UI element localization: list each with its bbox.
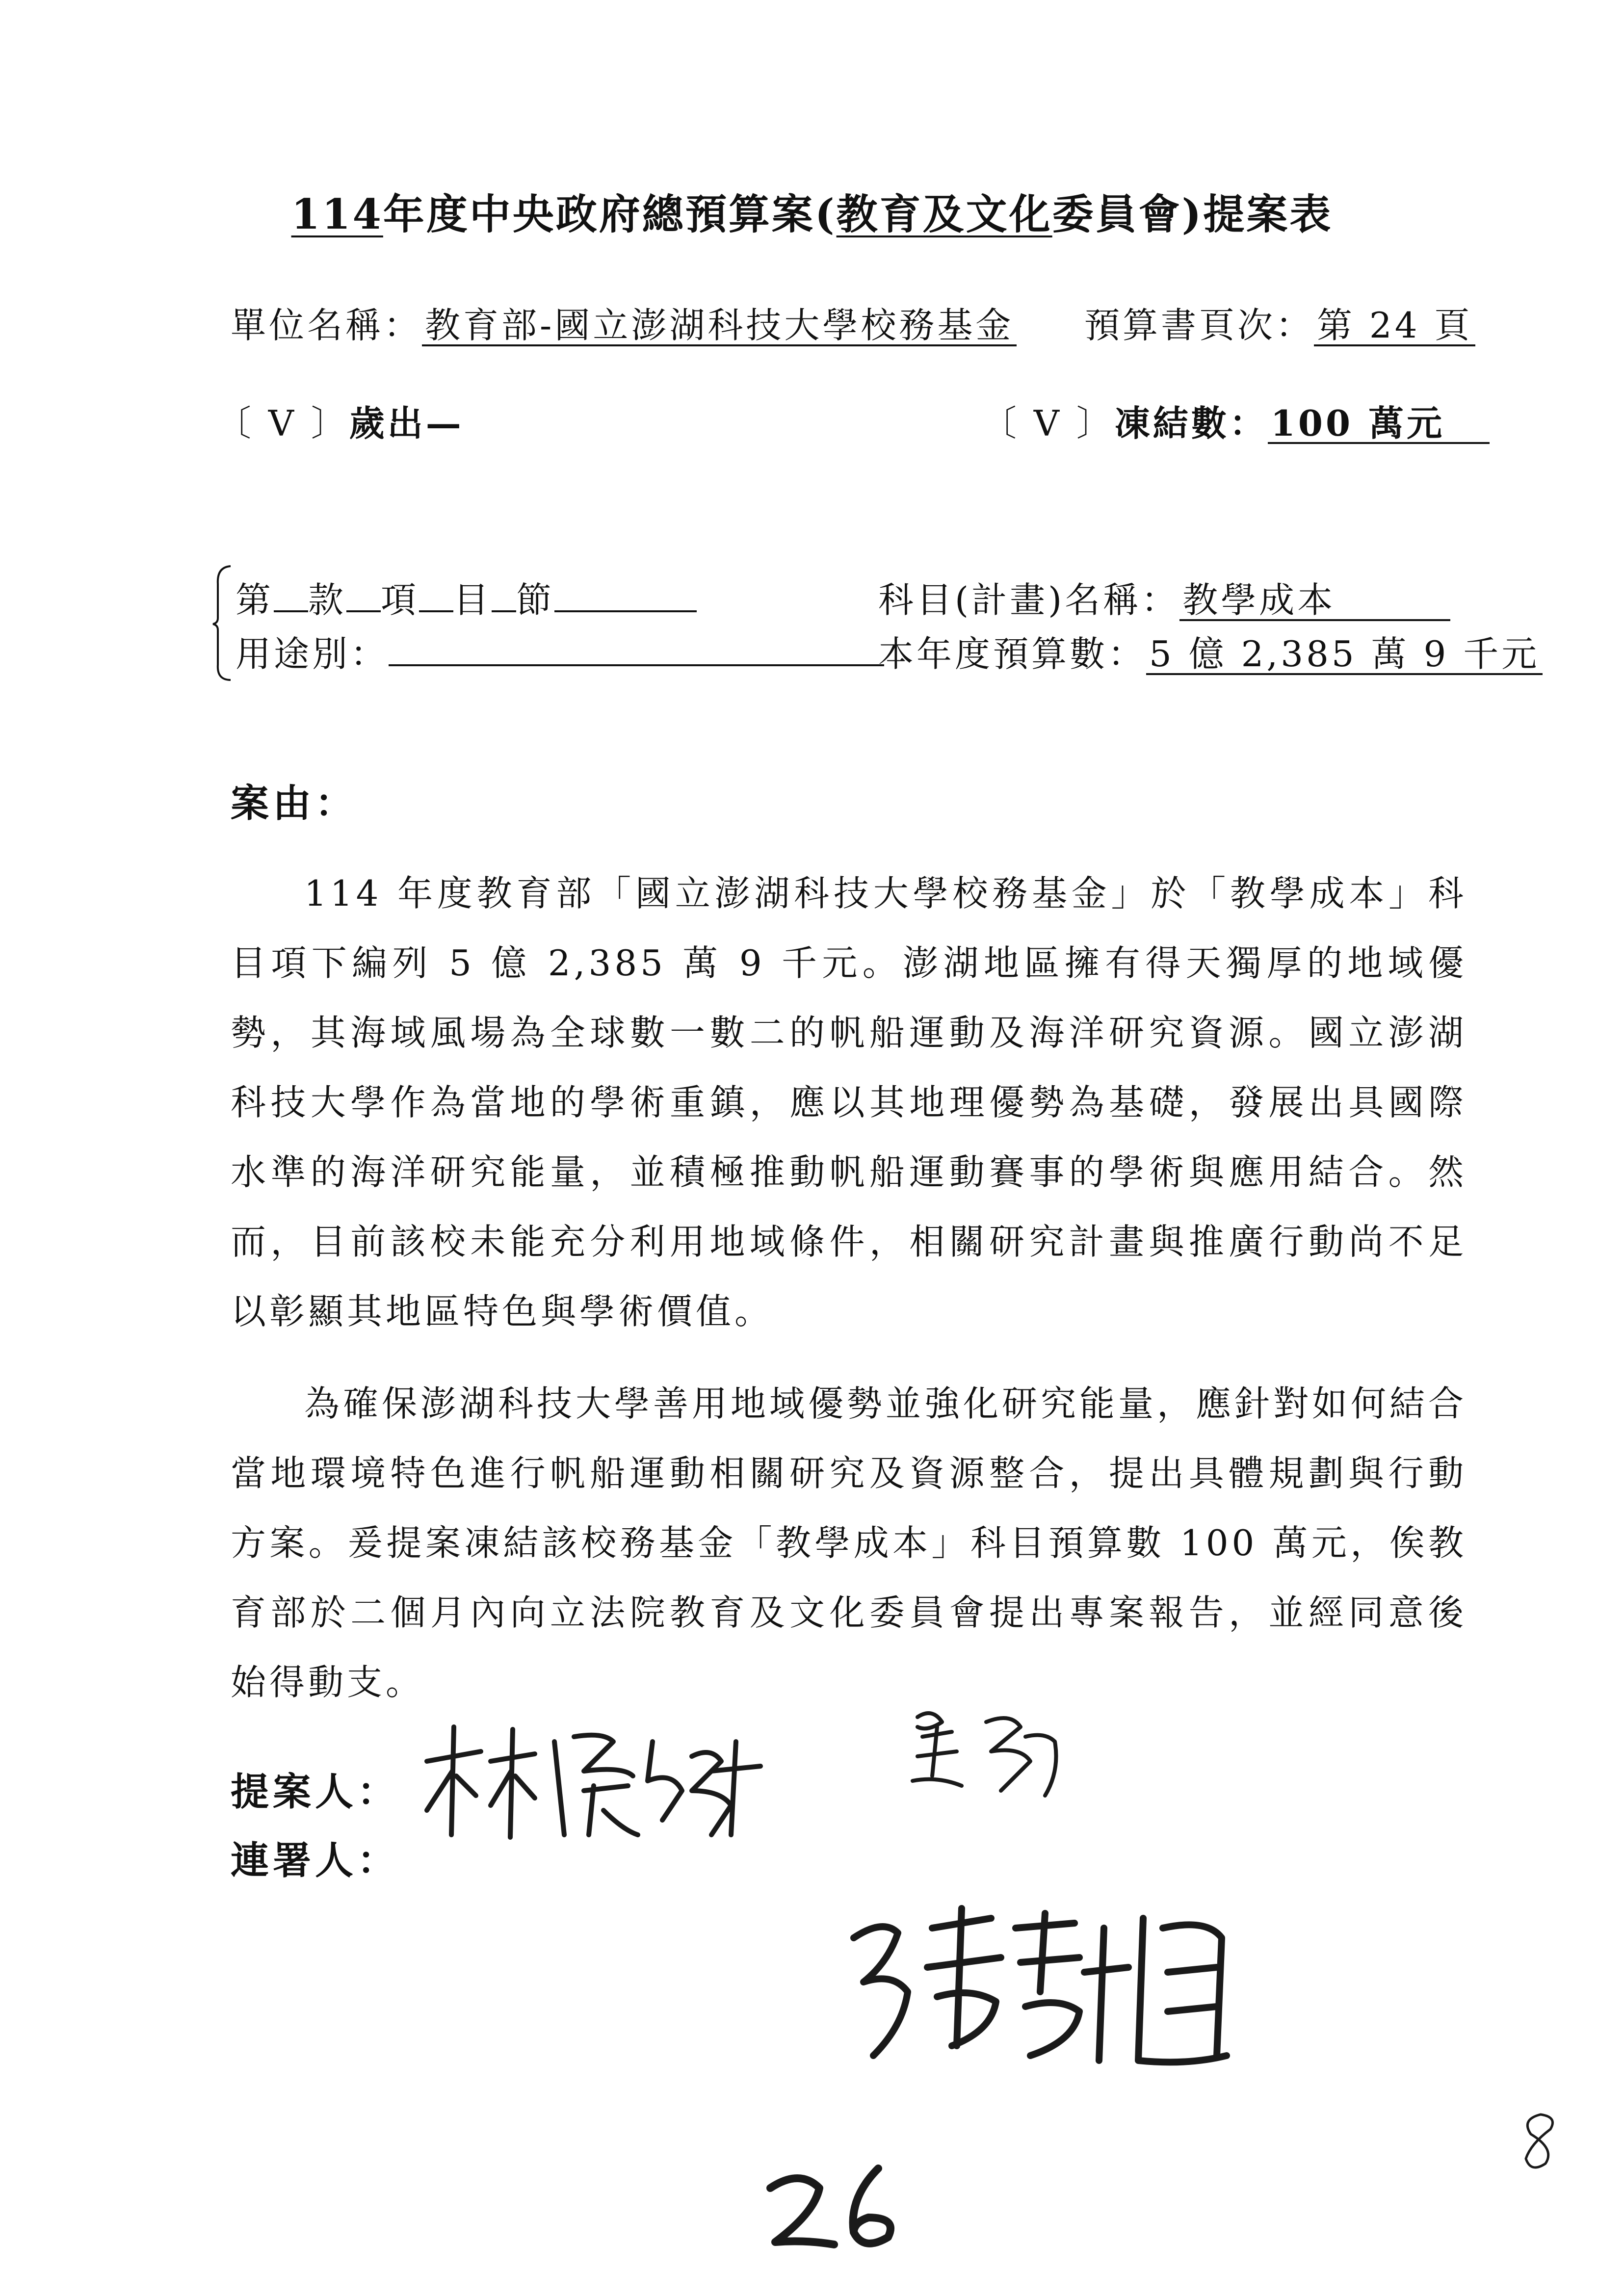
reason-paragraph-1 bbox=[231, 859, 1467, 1346]
reason-paragraph-1-text: 114 年度教育部「國立澎湖科技大學校務基金」於「教學成本」科目項下編列 5 億 2,385 萬 9 千元。澎湖地區擁有得天獨厚的地域優勢，其海域風場為全球數一數二的帆船運動及海洋研究資源。國立澎湖科技大學作為當地的學術重鎮，應以其地理優勢為基礎，發展出具國際水準的海洋研究能量，並積極推動帆船運動賽事的學術與應用結合。然而，目前該校未能充分利用地域條件，相關研究計畫與推廣行動尚不足以彰顯其地區特色與學術價值。 bbox=[231, 873, 1467, 1332]
subject-value: 教學成本 bbox=[1179, 582, 1450, 621]
proposer-label: 提案人： bbox=[231, 1770, 400, 1814]
reason-label: 案由： bbox=[231, 781, 358, 826]
expense-row bbox=[216, 395, 464, 446]
jie-blank bbox=[492, 581, 516, 612]
unit-label: 單位名稱： bbox=[231, 305, 422, 346]
unit-value: 教育部-國立澎湖科技大學校務基金 bbox=[422, 307, 1017, 346]
page-mark-handwritten-image bbox=[756, 2159, 917, 2257]
expense-checkbox: 〔 V 〕 bbox=[216, 403, 349, 444]
cosigner-signature-small-image bbox=[898, 1697, 1084, 1810]
title-part-b: 委員會)提案表 bbox=[1052, 190, 1333, 238]
freeze-value: 100 萬元 bbox=[1268, 405, 1490, 444]
kuan2-label: 款 bbox=[308, 579, 347, 621]
page-ref bbox=[1084, 297, 1475, 348]
xiang-label: 項 bbox=[381, 579, 419, 621]
page-label: 預算書頁次： bbox=[1084, 305, 1314, 346]
budget-label: 本年度預算數： bbox=[878, 633, 1147, 675]
freeze-label: 凍結數： bbox=[1114, 402, 1268, 444]
document-title bbox=[0, 182, 1624, 241]
budget-row bbox=[878, 626, 1543, 677]
reason-paragraph-2 bbox=[231, 1369, 1467, 1717]
page-value: 第 24 頁 bbox=[1314, 307, 1475, 346]
freeze-row bbox=[981, 395, 1490, 446]
kuan-blank bbox=[274, 581, 308, 612]
budget-value: 5 億 2,385 萬 9 千元 bbox=[1146, 636, 1543, 675]
usage-label: 用途別： bbox=[236, 633, 389, 675]
mu-label: 目 bbox=[453, 579, 492, 621]
proposer-signature-image bbox=[417, 1712, 790, 1850]
subject-label: 科目(計畫)名稱： bbox=[878, 579, 1180, 621]
title-committee: 教育及文化 bbox=[836, 190, 1052, 238]
reason-paragraph-2-text: 為確保澎湖科技大學善用地域優勢並強化研究能量，應針對如何結合當地環境特色進行帆船運動相關研究及資源整合，提出具體規劃與行動方案。爰提案凍結該校務基金「教學成本」科目預算數 100 萬元，俟教育部於二個月內向立法院教育及文化委員會提出專案報告，並經同意後始得動支。 bbox=[231, 1383, 1467, 1703]
mu-blank bbox=[419, 581, 453, 612]
usage-blank bbox=[389, 635, 884, 666]
subject-row bbox=[878, 572, 1450, 623]
unit-row bbox=[231, 297, 1017, 348]
jie-label: 節 bbox=[516, 579, 555, 621]
title-year: 114 bbox=[291, 190, 383, 238]
expense-label: 歲出— bbox=[349, 402, 464, 444]
xiang-blank bbox=[346, 581, 381, 612]
cosigner-signature-large-image bbox=[844, 1899, 1246, 2085]
cosigner-label: 連署人： bbox=[231, 1838, 400, 1883]
title-part-a: 年度中央政府總預算案( bbox=[383, 190, 837, 238]
left-brace bbox=[212, 564, 232, 682]
account-row bbox=[236, 572, 697, 623]
kuan-label: 第 bbox=[236, 579, 274, 621]
jie-tail-blank bbox=[554, 581, 697, 612]
usage-row bbox=[236, 626, 884, 677]
corner-mark-handwritten-image bbox=[1511, 2105, 1570, 2173]
freeze-checkbox: 〔 V 〕 bbox=[981, 403, 1115, 444]
